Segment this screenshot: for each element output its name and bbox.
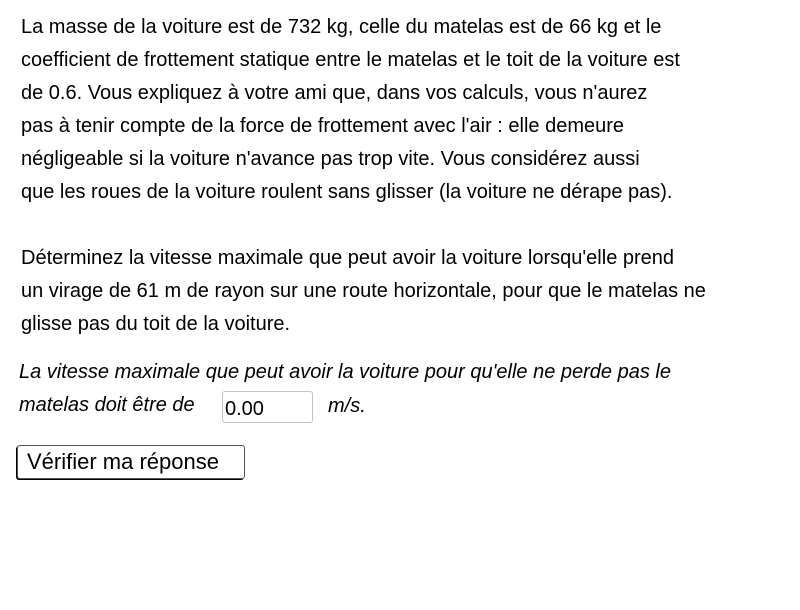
problem-line: négligeable si la voiture n'avance pas trop vite. Vous considérez aussi <box>21 148 640 170</box>
problem-line: coefficient de frottement statique entre le matelas et le toit de la voiture est <box>21 49 680 71</box>
problem-line: que les roues de la voiture roulent sans glisser (la voiture ne dérape pas). <box>21 181 673 203</box>
problem-line: pas à tenir compte de la force de frottement avec l'air : elle demeure <box>21 115 625 137</box>
question-line: glisse pas du toit de la voiture. <box>21 313 291 335</box>
answer-prompt-line: La vitesse maximale que peut avoir la voiture pour qu'elle ne perde pas le <box>19 361 671 383</box>
problem-line: de 0.6. Vous expliquez à votre ami que, dans vos calculs, vous n'aurez <box>21 82 648 104</box>
unit-label: m/s. <box>328 395 366 417</box>
answer-prompt-line: matelas doit être de <box>19 394 195 416</box>
question-line: un virage de 61 m de rayon sur une route horizontale, pour que le matelas ne <box>21 280 706 302</box>
problem-line: La masse de la voiture est de 732 kg, celle du matelas est de 66 kg et le <box>21 16 662 38</box>
speed-answer-input[interactable] <box>222 391 313 423</box>
check-answer-button[interactable]: Vérifier ma réponse <box>17 445 245 479</box>
question-line: Déterminez la vitesse maximale que peut avoir la voiture lorsqu'elle prend <box>21 247 675 269</box>
